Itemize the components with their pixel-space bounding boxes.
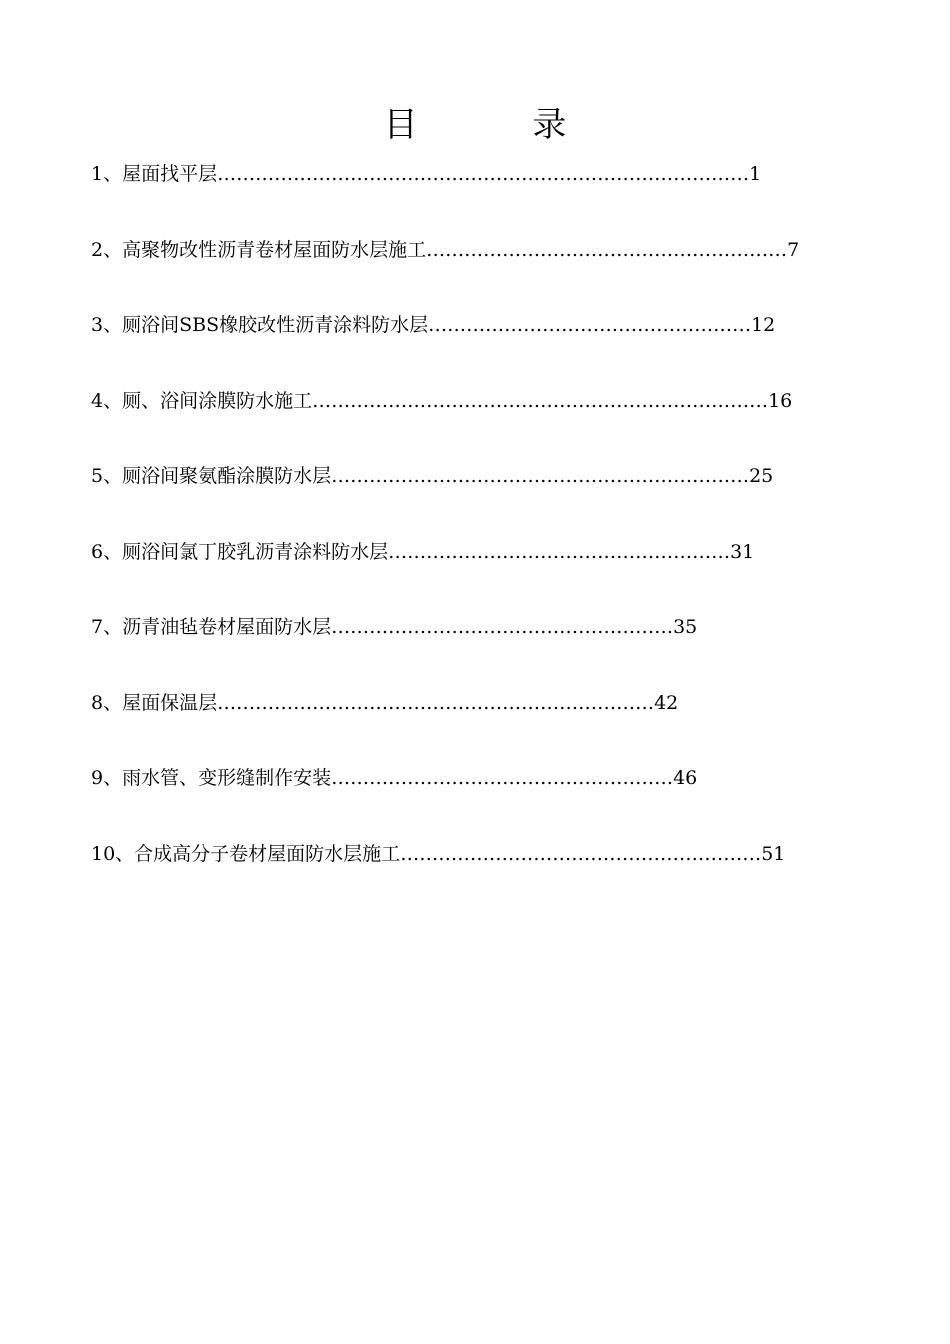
toc-entry <box>91 534 861 610</box>
toc-entry <box>91 458 861 534</box>
toc-entry-label: 5、厕浴间聚氨酯涂膜防水层 <box>91 465 332 487</box>
toc-entry-page: 46 <box>673 767 698 789</box>
toc-entry-page: 1 <box>749 163 762 185</box>
toc-entry-page: 16 <box>768 389 793 412</box>
toc-entry-label: 9、雨水管、变形缝制作安装 <box>91 767 332 789</box>
toc-entry <box>91 609 861 685</box>
toc-entry <box>91 156 861 232</box>
toc-leader-dots: ……………………………………………………………… <box>312 389 769 412</box>
toc-entry <box>91 232 861 308</box>
toc-leader-dots: ………………………………………………………………………… <box>217 163 750 185</box>
toc-entry-label: 7、沥青油毡卷材屋面防水层 <box>91 616 332 638</box>
toc-leader-dots: ……………………………………………… <box>388 540 731 563</box>
toc-entry-label: 1、屋面找平层 <box>91 163 218 185</box>
toc-entry-page: 31 <box>730 540 755 563</box>
toc-entry-page: 25 <box>749 465 774 487</box>
toc-entry-label: 8、屋面保温层 <box>91 691 218 714</box>
toc-entry-page: 12 <box>751 314 776 336</box>
toc-entry-label: 10、合成高分子卷材屋面防水层施工 <box>91 842 401 865</box>
toc-entry <box>91 685 861 761</box>
toc-leader-dots: ………………………………………………… <box>400 842 762 865</box>
toc-entry-page: 35 <box>673 616 698 638</box>
toc-entry <box>91 760 861 836</box>
toc-leader-dots: …………………………………………… <box>428 314 752 336</box>
toc-leader-dots: ………………………………………………… <box>426 238 788 261</box>
toc-entry <box>91 383 861 459</box>
toc-entry-page: 42 <box>654 691 679 714</box>
toc-entry-label: 3、厕浴间SBS橡胶改性沥青涂料防水层 <box>91 314 429 336</box>
toc-entry-page: 7 <box>787 238 800 261</box>
toc-entry-label: 4、厕、浴间涂膜防水施工 <box>91 389 313 412</box>
toc-title: 目 录 <box>383 105 619 145</box>
toc-leader-dots: ………………………………………………………… <box>331 465 750 487</box>
toc-leader-dots: …………………………………………………………… <box>217 691 655 714</box>
toc-entry-label: 6、厕浴间氯丁胶乳沥青涂料防水层 <box>91 540 389 563</box>
toc-list <box>91 156 861 911</box>
toc-leader-dots: ……………………………………………… <box>331 616 674 638</box>
toc-leader-dots: ……………………………………………… <box>331 767 674 789</box>
toc-entry <box>91 836 861 912</box>
toc-entry-label: 2、高聚物改性沥青卷材屋面防水层施工 <box>91 238 427 261</box>
toc-entry <box>91 307 861 383</box>
toc-entry-page: 51 <box>761 842 786 865</box>
